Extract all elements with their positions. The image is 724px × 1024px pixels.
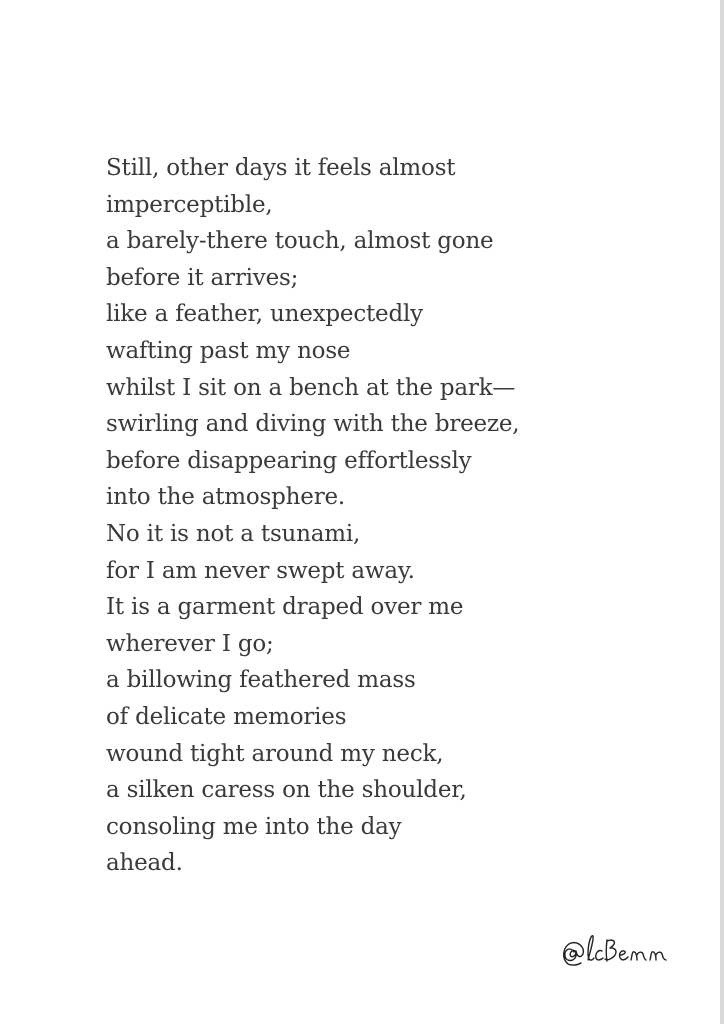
poem-line: a billowing feathered mass bbox=[106, 667, 416, 694]
poem-line: for I am never swept away. bbox=[106, 557, 415, 584]
poem-line: like a feather, unexpectedly bbox=[106, 301, 423, 328]
poem-line: consoling me into the day bbox=[106, 813, 402, 840]
poem-line: a silken caress on the shoulder, bbox=[106, 777, 467, 804]
poem-line: No it is not a tsunami, bbox=[106, 520, 361, 547]
poem-line: wafting past my nose bbox=[106, 337, 351, 364]
poem-line: a barely-there touch, almost gone bbox=[106, 228, 494, 255]
poem-line: whilst I sit on a bench at the park— bbox=[106, 374, 516, 401]
poem-body bbox=[106, 150, 706, 882]
poem-line: before it arrives; bbox=[106, 264, 299, 291]
poem-line: Still, other days it feels almost bbox=[106, 155, 456, 181]
poem-line: ahead. bbox=[106, 850, 183, 877]
poem-line: wound tight around my neck, bbox=[106, 740, 444, 767]
poem-line: into the atmosphere. bbox=[106, 484, 346, 511]
page-edge bbox=[720, 0, 724, 1024]
poem-line: wherever I go; bbox=[106, 630, 274, 657]
signature-handwritten bbox=[560, 930, 678, 970]
poem-line: before disappearing effortlessly bbox=[106, 447, 472, 474]
poem-line: It is a garment draped over me bbox=[106, 594, 464, 621]
poem-line: imperceptible, bbox=[106, 191, 273, 218]
poem-line: swirling and diving with the breeze, bbox=[106, 411, 520, 438]
poem-line: of delicate memories bbox=[106, 703, 347, 730]
